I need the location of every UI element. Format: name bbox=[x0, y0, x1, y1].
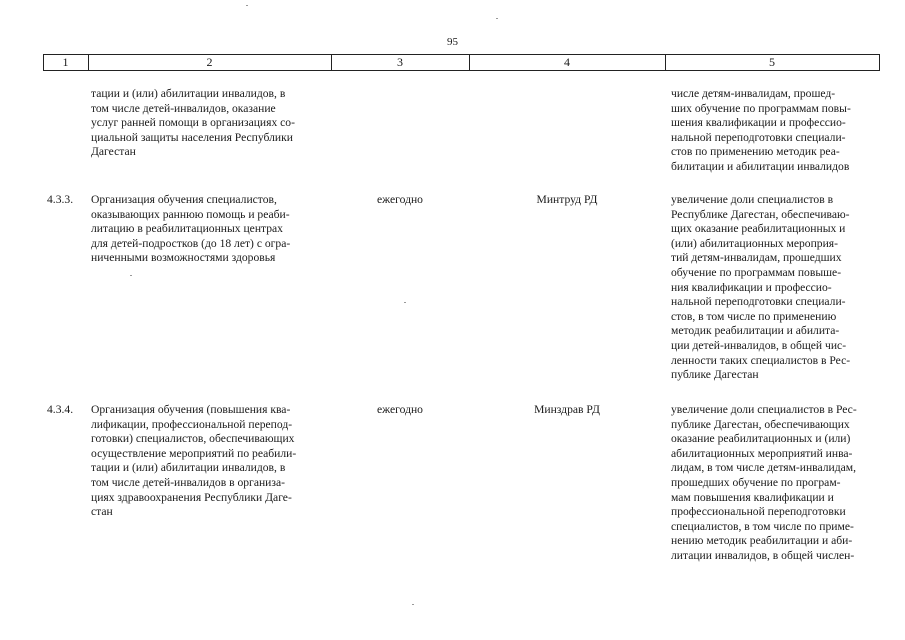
column-header-5: 5 bbox=[769, 55, 775, 69]
text-line: ции детей-инвалидов, в общей чис- bbox=[671, 338, 847, 352]
scan-speck bbox=[412, 604, 414, 605]
header-divider bbox=[879, 54, 880, 71]
text-line: том числе детей-инвалидов в организа- bbox=[91, 475, 285, 489]
text-line: тий детям-инвалидам, прошедших bbox=[671, 251, 842, 265]
column-header-1: 1 bbox=[62, 55, 69, 69]
row-description bbox=[91, 403, 296, 520]
text-line: Дагестан bbox=[91, 145, 136, 159]
row-result bbox=[671, 403, 857, 564]
text-line: ния квалификации и профессио- bbox=[671, 280, 832, 294]
text-line: Организация обучения (повышения ква- bbox=[91, 403, 291, 416]
text-line: стан bbox=[91, 505, 113, 519]
column-header-2: 2 bbox=[206, 55, 213, 69]
page-number: 95 bbox=[447, 36, 458, 48]
text-line: Организация обучения специалистов, bbox=[91, 193, 277, 206]
text-line: щих оказание реабилитационных и bbox=[671, 222, 846, 236]
text-line: увеличение доли специалистов в bbox=[671, 193, 834, 206]
column-header-4: 4 bbox=[564, 55, 570, 69]
row-responsible: Минздрав РД bbox=[534, 403, 600, 416]
text-line: шения квалификации и профессио- bbox=[671, 116, 846, 130]
text-line: нальной переподготовки специали- bbox=[671, 130, 846, 144]
text-line: для детей-подростков (до 18 лет) с огра- bbox=[91, 236, 291, 250]
text-line: профессиональной переподготовки bbox=[671, 505, 846, 519]
text-line: оказывающих раннюю помощь и реаби- bbox=[91, 207, 290, 221]
scan-speck bbox=[130, 275, 132, 276]
row-number: 4.3.3. bbox=[47, 193, 74, 206]
row-term: ежегодно bbox=[377, 403, 423, 416]
text-line: тации и (или) абилитации инвалидов, в bbox=[91, 461, 286, 475]
text-line: циях здравоохранения Республики Даге- bbox=[91, 490, 292, 504]
text-line: том числе детей-инвалидов, оказание bbox=[91, 101, 276, 115]
column-header-3: 3 bbox=[397, 55, 403, 69]
row-term: ежегодно bbox=[377, 193, 423, 206]
text-line: стов по применению методик реа- bbox=[671, 145, 840, 159]
text-line: публике Дагестан, обеспечивающих bbox=[671, 417, 850, 431]
scan-speck bbox=[404, 302, 406, 303]
text-line: прошедших обучение по програм- bbox=[671, 475, 841, 489]
text-line: тации и (или) абилитации инвалидов, в bbox=[91, 87, 286, 100]
row-result bbox=[671, 193, 850, 383]
text-line: публике Дагестан bbox=[671, 368, 759, 382]
text-line: нению методик реабилитации и аби- bbox=[671, 534, 853, 548]
scan-speck bbox=[246, 5, 248, 6]
text-line: специалистов, в том числе по приме- bbox=[671, 519, 854, 533]
text-line: увеличение доли специалистов в Рес- bbox=[671, 403, 857, 416]
text-line: билитации и абилитации инвалидов bbox=[671, 159, 850, 173]
text-line: готовки) специалистов, обеспечивающих bbox=[91, 432, 295, 446]
text-line: литацию в реабилитационных центрах bbox=[91, 222, 283, 236]
continuation-col5 bbox=[671, 87, 851, 175]
text-line: числе детям-инвалидам, прошед- bbox=[671, 87, 836, 100]
text-line: лификации, профессиональной перепод- bbox=[91, 417, 293, 431]
text-line: ниченными возможностями здоровья bbox=[91, 251, 276, 265]
row-responsible: Минтруд РД bbox=[536, 193, 598, 206]
text-line: услуг ранней помощи в организациях со- bbox=[91, 116, 295, 130]
text-line: ленности таких специалистов в Рес- bbox=[671, 353, 851, 367]
text-line: стов, в том числе по применению bbox=[671, 309, 837, 323]
text-line: нальной переподготовки специали- bbox=[671, 295, 846, 309]
row-description bbox=[91, 193, 290, 266]
text-line: лидам, в том числе детям-инвалидам, bbox=[671, 461, 857, 475]
continuation-col2 bbox=[91, 87, 325, 160]
text-line: Республике Дагестан, обеспечиваю- bbox=[671, 207, 850, 221]
text-line: оказание реабилитационных и (или) bbox=[671, 432, 851, 446]
text-line: абилитационных мероприятий инва- bbox=[671, 446, 853, 460]
text-line: методик реабилитации и абилита- bbox=[671, 324, 840, 338]
text-line: ших обучение по программам повы- bbox=[671, 101, 851, 115]
text-line: литации инвалидов, в общей числен- bbox=[671, 548, 855, 562]
text-line: (или) абилитационных мероприя- bbox=[671, 236, 838, 250]
text-line: обучение по программам повыше- bbox=[671, 265, 842, 279]
text-line: осуществление мероприятий по реабили- bbox=[91, 446, 297, 460]
row-number: 4.3.4. bbox=[47, 403, 74, 416]
scan-speck bbox=[496, 18, 498, 19]
header-bottom-rule bbox=[43, 70, 879, 71]
text-line: циальной защиты населения Республики bbox=[91, 130, 293, 144]
text-line: мам повышения квалификации и bbox=[671, 490, 834, 504]
